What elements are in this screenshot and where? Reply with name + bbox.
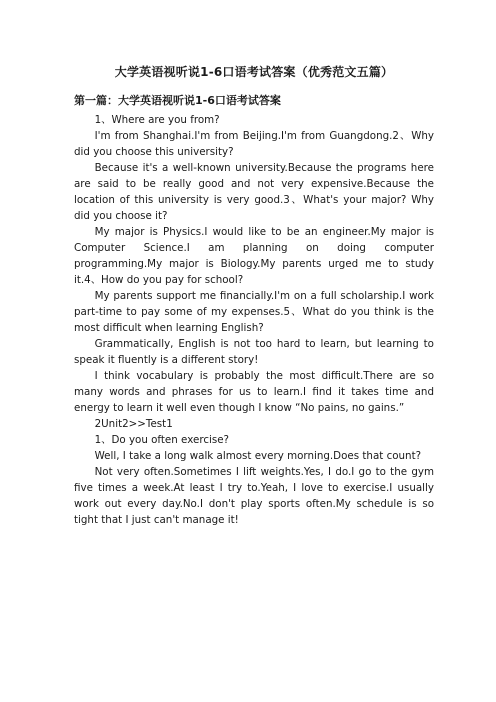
- answer-paragraph: My major is Physics.I would like to be an engineer.My major is Computer Science.I am planning on doing computer programming.My major is Biology.My parents urged me to study it.4、How do you pay for school?: [74, 226, 434, 286]
- question-paragraph: 1、Do you often exercise?: [94, 434, 230, 446]
- unit-heading: 2Unit2>>Test1: [94, 418, 173, 430]
- answer-paragraph: Well, I take a long walk almost every morning.Does that count?: [94, 450, 422, 462]
- answer-paragraph: I think vocabulary is probably the most difficult.There are so many words and phrases for us to learn.I find it takes time and energy to learn it well even though I know “No pains, no gains.”: [74, 370, 434, 414]
- answer-paragraph: Not very often.Sometimes I lift weights.Yes, I do.I go to the gym five times a week.At least I try to.Yeah, I love to exercise.I usually work out every day.No.I don't play sports often.My schedule is so tight that I just can't manage it!: [74, 466, 434, 526]
- section-title: 第一篇：大学英语视听说1-6口语考试答案: [74, 94, 281, 107]
- question-1: 1、Where are you from?: [94, 114, 220, 126]
- answer-paragraph: Grammatically, English is not too hard to learn, but learning to speak it fluently is a different story!: [74, 338, 434, 366]
- answer-paragraph: Because it's a well-known university.Because the programs here are said to be really good and not very expensive.Because the location of this university is very good.3、What's your major? Why did you choose it?: [74, 162, 434, 222]
- answer-paragraph: I'm from Shanghai.I'm from Beijing.I'm from Guangdong.2、Why did you choose this university?: [74, 130, 434, 158]
- answer-paragraph: My parents support me financially.I'm on a full scholarship.I work part-time to pay some of my expenses.5、What do you think is the most difficult when learning English?: [74, 290, 434, 334]
- document-title: 大学英语视听说1-6口语考试答案（优秀范文五篇）: [114, 65, 394, 79]
